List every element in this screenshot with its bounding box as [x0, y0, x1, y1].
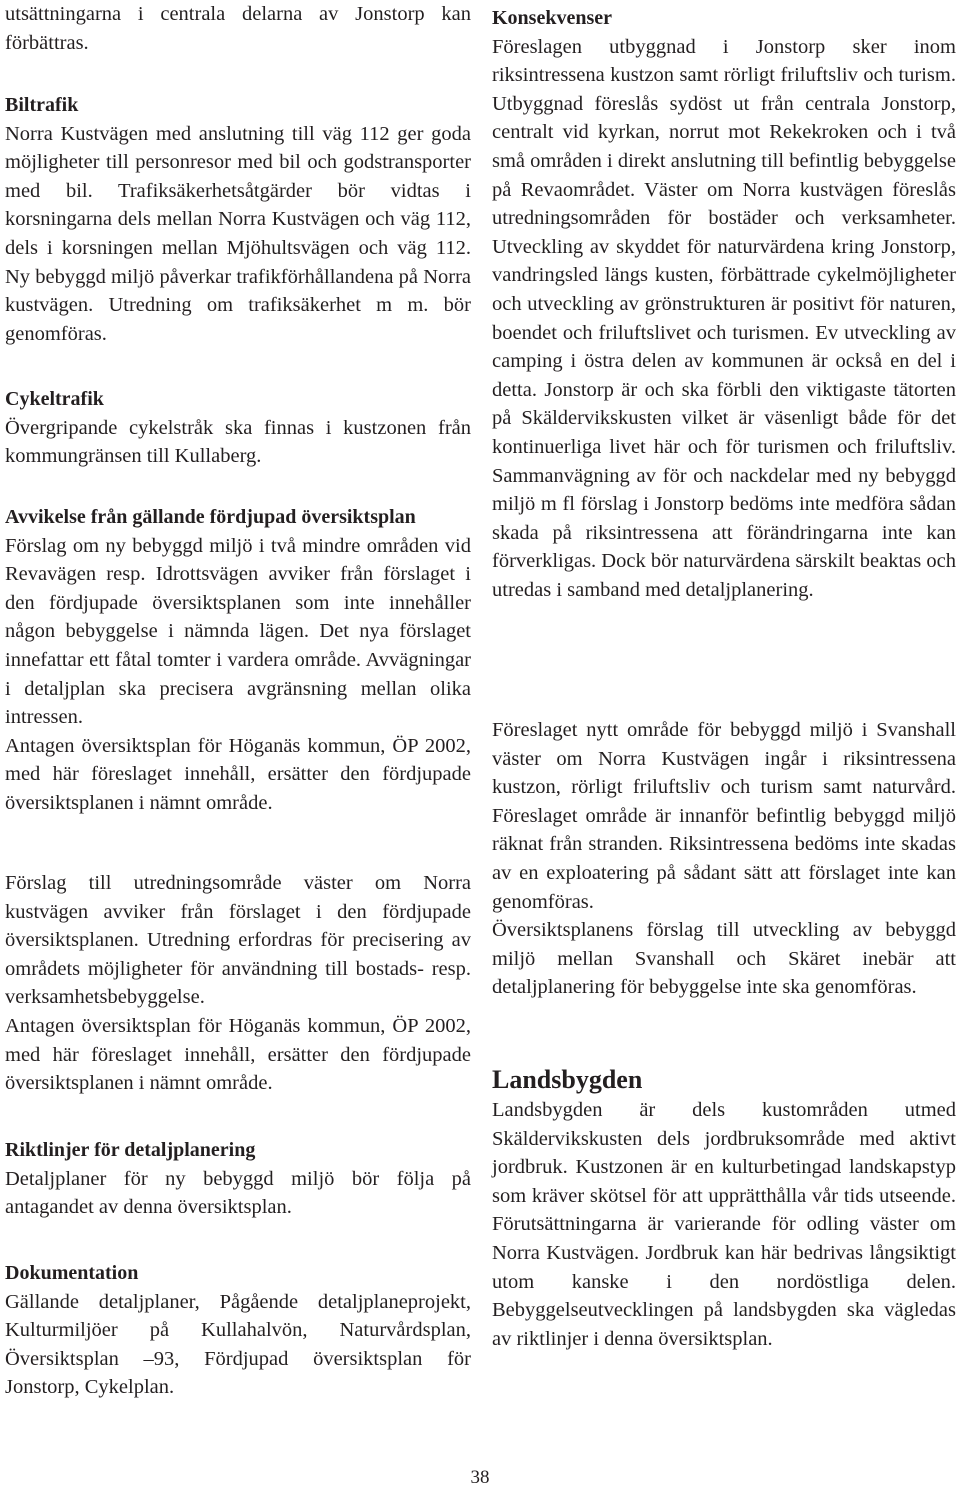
section-biltrafik: [5, 91, 471, 348]
cykeltrafik-text: Övergripande cykelstråk ska finnas i kustzonen från kommungränsen till Kullaberg.: [5, 416, 471, 468]
konsekvenser-heading: Konsekvenser: [492, 7, 612, 29]
section-konsekvenser: [492, 4, 956, 604]
cykeltrafik-heading: Cykeltrafik: [5, 388, 104, 410]
intro-block: [5, 0, 471, 57]
konsekvenser-paragraph-2: Föreslaget nytt område för bebyggd miljö i Svanshall väster om Norra Kustvägen ingår i riksintressena kustzon, rörligt friluftsliv och turism samt naturvård. Föreslaget område är innanför befintlig bebyggd miljö räknat från stranden. Riksintressena bedöms inte skadas av en exploatering på sådant sätt att förslaget inte kan genomföras.: [492, 719, 956, 913]
intro-paragraph: utsättningarna i centrala delarna av Jonstorp kan förbättras.: [5, 3, 471, 54]
konsekvenser-paragraph-3: Översiktsplanens förslag till utveckling av bebyggd miljö mellan Svanshall och Skäret inebär att detaljplanering för bebyggelse inte ska genomföras.: [492, 919, 956, 999]
konsekvenser-paragraph-1: Föreslagen utbyggnad i Jonstorp sker inom riksintressena kustzon samt rörligt friluftsliv och turism. Utbyggnad föreslås sydöst ut från centrala Jonstorp, centralt vid kyrkan, norrut mot Rekekroken och i två små områden i direkt anslutning till befintlig bebyggelse på Revaområdet. Väster om Norra kustvägen föreslås utredningsområden för bostäder och verksamheter. Utveckling av skyddet för naturvärdena kring Jonstorp, vandringsled längs kusten, förbättrade cykelmöjligheter och utveckling av grönstrukturen är positivt för naturen, boendet och friluftslivet och turismen. Ev utveckling av camping i östra delen av kommunen är också en del i detta. Jonstorp är och ska förbli den viktigaste tätorten på Skäldervikskusten vilket är väsenligt både för det kontinuerliga livet här och för turismen och friluftsliv. Sammanvägning av för och nackdelar med ny bebyggd miljö m fl förslag i Jonstorp bedöms inte medföra sådan skada på riksintressena att förändringarna inte kan förverkligas. Dock bör naturvärdena särskilt beaktas och utredas i samband med detaljplanering.: [492, 35, 957, 601]
avvikelse-paragraph-2: Antagen översiktsplan för Höganäs kommun, ÖP 2002, med här föreslaget innehåll, ersätter den fördjupade översiktsplanen i nämnt område.: [5, 734, 471, 814]
section-konsekvenser-cont: [492, 716, 956, 1002]
avvikelse-paragraph-4: Antagen översiktsplan för Höganäs kommun, ÖP 2002, med här föreslaget innehåll, ersätter den fördjupade översiktsplanen i nämnt område.: [5, 1014, 471, 1095]
landsbygden-text: Landsbygden är dels kustområden utmed Skäldervikskusten dels jordbruksområde med aktivt jordbruk. Kustzonen är en kulturbetingad landskapstyp som kräver skötsel för att upprätthålla vår tids utseende. Förutsättningarna är varierande för odling väster om Norra Kustvägen. Jordbruk kan här bedrivas långsiktigt utom kanske i den nordöstliga delen. Bebyggelseutvecklingen på landsbygden ska vägledas av riktlinjer i denna översiktsplan.: [492, 1099, 956, 1350]
section-cykeltrafik: [5, 385, 471, 471]
riktlinjer-text: Detaljplaner för ny bebyggd miljö bör följa på antagandet av denna översiktsplan.: [5, 1167, 471, 1219]
section-riktlinjer: [5, 1136, 471, 1222]
avvikelse-paragraph-1: Förslag om ny bebyggd miljö i två mindre områden vid Revavägen resp. Idrottsvägen avviker från förslaget i den fördjupade översiktsplanen som inte innehåller någon bebyggelse i nämnda lägen. Det nya förslaget innefattar ett fåtal tomter i vardera område. Avvägningar i detaljplan ska precisera avgränsning mellan olika intressen.: [5, 534, 471, 729]
section-avvikelse-cont: [5, 869, 471, 1098]
section-landsbygden: [492, 1064, 956, 1353]
avvikelse-heading: Avvikelse från gällande fördjupad översiktsplan: [5, 506, 416, 528]
riktlinjer-heading: Riktlinjer för detaljplanering: [5, 1139, 256, 1161]
avvikelse-paragraph-3: Förslag till utredningsområde väster om Norra kustvägen avviker från förslaget i den fördjupade översiktsplanen. Utredning erfordras för precisering av områdets möjligheter för användning till bostads- resp. verksamhetsbebyggelse.: [5, 872, 471, 1009]
dokumentation-text: Gällande detaljplaner, Pågående detaljplaneprojekt, Kulturmiljöer på Kullahalvön, Naturvårdsplan, Översiktsplan –93, Fördjupad översiktsplan för Jonstorp, Cykelplan.: [5, 1290, 471, 1399]
dokumentation-heading: Dokumentation: [5, 1262, 139, 1284]
section-avvikelse: [5, 503, 471, 818]
page-number: 38: [470, 1467, 490, 1488]
biltrafik-heading: Biltrafik: [5, 94, 79, 116]
landsbygden-heading: Landsbygden: [492, 1065, 643, 1094]
section-dokumentation: [5, 1259, 471, 1402]
biltrafik-text: Norra Kustvägen med anslutning till väg 112 ger goda möjligheter till personresor med bil och godstransporter med bil. Trafiksäkerhetsåtgärder bör vidtas i korsningarna dels mellan Norra Kustvägen och väg 112, dels i korsningen mellan Mjöhultsvägen och väg 112. Ny bebyggd miljö påverkar trafikförhållandena på Norra kustvägen. Utredning om trafiksäkerhet m m. bör genomföras.: [5, 122, 471, 345]
